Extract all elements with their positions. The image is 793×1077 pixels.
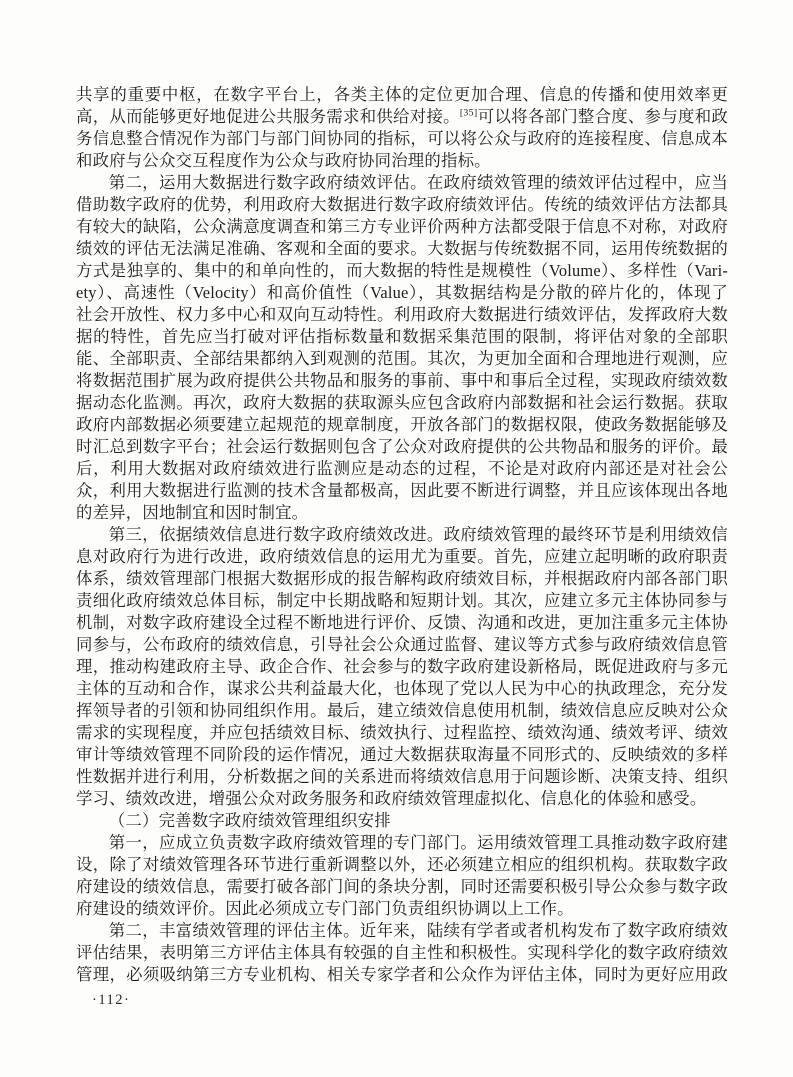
text-line: 第一，应成立负责数字政府绩效管理的专门部门。运用绩效管理工具推动数字政府建 (108, 833, 728, 852)
text-line: 有较大的缺陷，公众满意度调查和第三方专业评价两种方法都受限于信息不对称，对政府 (76, 217, 728, 236)
text-line: 务信息整合情况作为部门与部门间协同的指标，可以将公众与政府的连接程度、信息成本 (76, 129, 728, 148)
text-line: 责细化政府绩效总体目标，制定中长期战略和短期计划。其次，应建立多元主体协同参与 (76, 591, 728, 610)
text-line: 机制，对数字政府建设全过程不断地进行评价、反馈、沟通和改进，更加注重多元主体协 (76, 613, 728, 632)
text-line: 将数据范围扩展为政府提供公共物品和服务的事前、事中和事后全过程，实现政府绩效数 (76, 371, 728, 390)
text-line: 府建设的绩效信息，需要打破各部门间的条块分割，同时还需要积极引导公众参与数字政 (76, 877, 728, 896)
text-line: 方式是独享的、集中的和单向性的，而大数据的特性是规模性（Volume）、多样性（Vari- (76, 261, 728, 280)
text-line: 学习、绩效改进，增强公众对政务服务和政府绩效管理虚拟化、信息化的体验和感受。 (76, 789, 707, 808)
page-number: ·112· (92, 992, 131, 1008)
text-line: 时汇总到数字平台；社会运行数据则包含了公众对政府提供的公共物品和服务的评价。最 (76, 437, 728, 456)
paragraph-second-point-evaluation (76, 172, 728, 524)
text-line: 政府内部数据必须要建立起规范的规章制度，开放各部门的数据权限，使政务数据能够及 (76, 415, 728, 434)
text-line: 体系，绩效管理部门根据大数据形成的报告解构政府绩效目标，并根据政府内部各部门职 (76, 569, 728, 588)
text-line: 第二，丰富绩效管理的评估主体。近年来，陆续有学者或者机构发布了数字政府绩效 (108, 921, 728, 940)
paragraph-third-point-improvement (76, 524, 728, 810)
text-line: 府建设的绩效评价。因此必须成立专门部门负责组织协调以上工作。 (76, 899, 574, 918)
paragraph-first-point-department (76, 832, 728, 920)
text-line: （二）完善数字政府绩效管理组织安排 (108, 811, 391, 830)
text-line: 需求的实现程度，并应包括绩效目标、绩效执行、过程监控、绩效沟通、绩效考评、绩效 (76, 723, 728, 742)
text-line: 能、全部职责、全部结果都纳入到观测的范围。其次，为更加全面和合理地进行观测，应 (76, 349, 728, 368)
text-line: ety）、高速性（Velocity）和高价值性（Value），其数据结构是分散的碎片化的，体现了 (76, 283, 728, 302)
text-line: 第二，运用大数据进行数字政府绩效评估。在政府绩效管理的绩效评估过程中，应当 (108, 173, 728, 192)
text-line: 借助数字政府的优势，利用政府大数据进行数字政府绩效评估。传统的绩效评估方法都具 (76, 195, 728, 214)
text-line: 性数据并进行利用，分析数据之间的关系进而将绩效信息用于问题诊断、决策支持、组织 (76, 767, 728, 786)
text-line: 后，利用大数据对政府绩效进行监测应是动态的过程，不论是对政府内部还是对社会公 (76, 459, 728, 478)
text-line: 评估结果，表明第三方评估主体具有较强的自主性和积极性。实现科学化的数字政府绩效 (76, 943, 728, 962)
text-line: 主体的互动和合作，谋求公共利益最大化，也体现了党以人民为中心的执政理念，充分发 (76, 679, 728, 698)
text-line: 第三，依据绩效信息进行数字政府绩效改进。政府绩效管理的最终环节是利用绩效信 (108, 525, 728, 544)
text-line: 据的特性，首先应当打破对评估指标数量和数据采集范围的限制，将评估对象的全部职 (76, 327, 728, 346)
text-line: 理，推动构建政府主导、政企合作、社会参与的数字政府建设新格局，既促进政府与多元 (76, 657, 728, 676)
text-line: 管理，必须吸纳第三方专业机构、相关专家学者和公众作为评估主体，同时为更好应用政 (76, 965, 728, 984)
text-line: 挥领导者的引领和协同组织作用。最后，建立绩效信息使用机制，绩效信息应反映对公众 (76, 701, 728, 720)
text-line: 同参与，公布政府的绩效信息，引导社会公众通过监督、建议等方式参与政府绩效信息管 (76, 635, 728, 654)
text-line: 设，除了对绩效管理各环节进行重新调整以外，还必须建立相应的组织机构。获取数字政 (76, 855, 728, 874)
text-line: 社会开放性、权力多中心和双向互动特性。利用政府大数据进行绩效评估，发挥政府大数 (76, 305, 728, 324)
text-line: 和政府与公众交互程度作为公众与政府协同治理的指标。 (76, 151, 491, 170)
text-line: 共享的重要中枢，在数字平台上，各类主体的定位更加合理、信息的传播和使用效率更 (76, 85, 728, 104)
text-block (76, 84, 728, 986)
text-line: 审计等绩效管理不同阶段的运作情况，通过大数据获取海量不同形式的、反映绩效的多样 (76, 745, 728, 764)
text-line: 息对政府行为进行改进，政府绩效信息的运用尤为重要。首先，应建立起明晰的政府职责 (76, 547, 728, 566)
paragraph-continuation (76, 84, 728, 172)
text-line: 的差异，因地制宜和因时制宜。 (76, 503, 309, 522)
paragraph-second-point-subjects (76, 920, 728, 986)
text-line: 据动态化监测。再次，政府大数据的获取源头应包含政府内部数据和社会运行数据。获取 (76, 393, 728, 412)
footnote-ref: [35] (459, 108, 478, 119)
text-line: 众，利用大数据进行监测的技术含量都极高，因此要不断进行调整，并且应该体现出各地 (76, 481, 728, 500)
section-heading-organization (76, 810, 728, 832)
text-line: 绩效的评估无法满足准确、客观和全面的要求。大数据与传统数据不同，运用传统数据的 (76, 239, 728, 258)
text-line: 高，从而能够更好地促进公共服务需求和供给对接。[35]可以将各部门整合度、参与度和政 (76, 107, 728, 126)
